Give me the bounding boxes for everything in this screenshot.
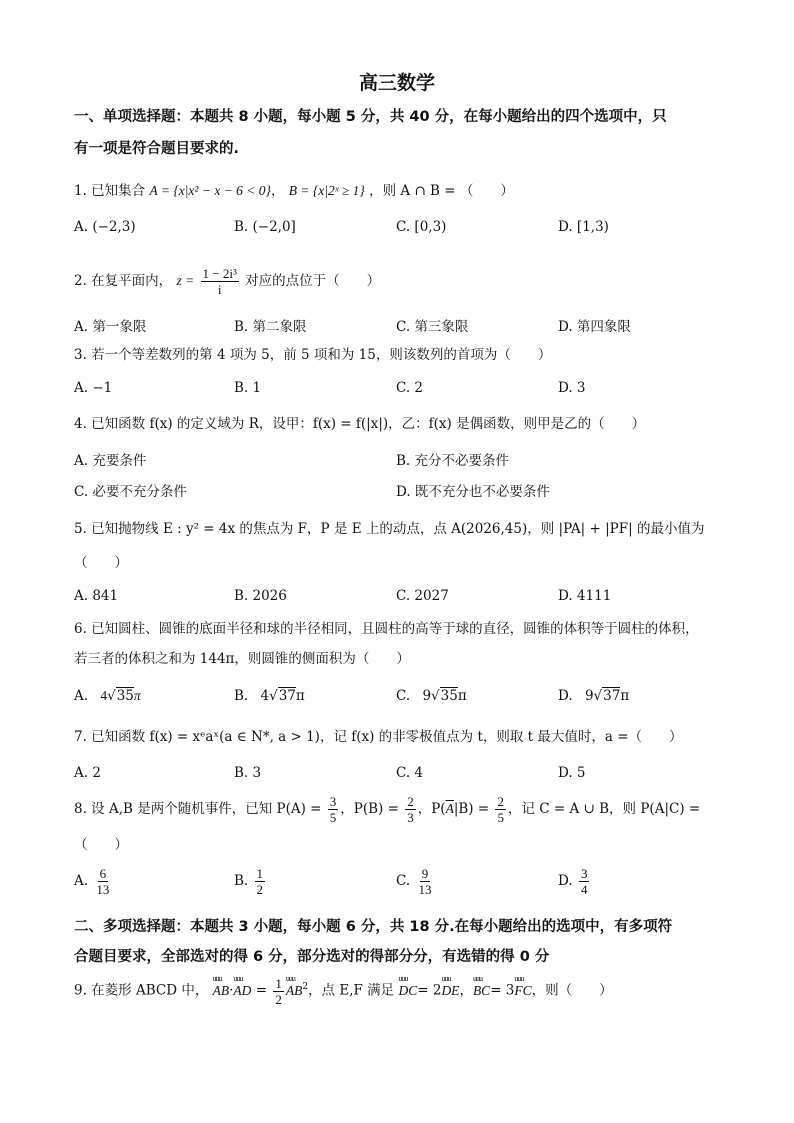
q1-option-d[interactable]: D. [1,3) bbox=[558, 219, 609, 235]
q8-option-b-den: 2 bbox=[256, 882, 264, 897]
q5-option-d[interactable]: D. 4111 bbox=[558, 588, 612, 604]
q8-option-d-label: D. bbox=[558, 873, 573, 889]
q8-option-b-num: 1 bbox=[256, 866, 264, 881]
question-5-line2: （ ） bbox=[74, 555, 128, 571]
q6-option-c-coef: 9 bbox=[422, 688, 432, 704]
q8-mid2: ，P( bbox=[417, 801, 446, 817]
q6-option-d-pi: π bbox=[620, 688, 630, 704]
q8-option-d[interactable] bbox=[558, 866, 591, 897]
q8-pb-fraction bbox=[405, 794, 416, 825]
q8-option-a-den: 13 bbox=[96, 882, 110, 897]
q9-eq3: = 3 bbox=[490, 982, 515, 999]
q8-pc-den: 5 bbox=[497, 810, 504, 825]
q3-option-a[interactable]: A. −1 bbox=[74, 380, 113, 396]
q8-a-bar: $\overline{A}$ bbox=[445, 801, 454, 816]
q2-option-d[interactable]: D. 第四象限 bbox=[558, 319, 631, 335]
q9-prefix: 9. 在菱形 ABCD 中， bbox=[74, 982, 209, 999]
q1-option-a[interactable]: A. (−2,3) bbox=[74, 219, 136, 235]
q6-option-c[interactable]: C. 9√35π bbox=[396, 688, 467, 704]
q9-vec-fc: uuu FC bbox=[514, 974, 531, 1008]
q8-suffix: ，记 C = A ∪ B，则 P(A|C) = bbox=[507, 801, 701, 817]
q8-option-c-label: C. bbox=[396, 873, 411, 889]
q8-option-d-den: 4 bbox=[580, 882, 588, 897]
section2-heading-line1: 二、多项选择题：本题共 3 小题，每小题 6 分，共 18 分.在每小题给出的选项中，有多项符 bbox=[74, 919, 673, 935]
q8-pc-fraction bbox=[495, 794, 506, 825]
q6-option-d-rad: 37 bbox=[603, 688, 621, 704]
q7-option-c[interactable]: C. 4 bbox=[396, 765, 424, 781]
q3-option-c[interactable]: C. 2 bbox=[396, 380, 424, 396]
q9-eq: = bbox=[255, 982, 268, 999]
q9-mid: ，点 E,F 满足 bbox=[308, 982, 395, 999]
q6-option-d-coef: 9 bbox=[584, 688, 594, 704]
question-9 bbox=[74, 970, 724, 1008]
question-6-line2: 若三者的体积之和为 144π，则圆锥的侧面积为（ ） bbox=[74, 651, 410, 667]
section1-heading-line1: 一、单项选择题：本题共 8 小题，每小题 5 分，共 40 分，在每小题给出的四个选项中，只 bbox=[74, 109, 667, 125]
q7-option-b[interactable]: B. 3 bbox=[234, 765, 262, 781]
q9-half-den: 2 bbox=[275, 991, 282, 1007]
q4-option-d[interactable]: D. 既不充分也不必要条件 bbox=[396, 484, 550, 500]
q8-option-c[interactable] bbox=[396, 866, 435, 897]
q9-vec-ab-squared: uuu AB bbox=[286, 974, 303, 1008]
q8-option-b[interactable] bbox=[234, 866, 267, 897]
q9-eq2: = 2 bbox=[417, 982, 442, 999]
q7-option-a[interactable]: A. 2 bbox=[74, 765, 101, 781]
q2-option-b[interactable]: B. 第二象限 bbox=[234, 319, 307, 335]
q8-mid1: ，P(B) = bbox=[340, 801, 399, 817]
q6-option-c-rad: 35 bbox=[440, 688, 458, 704]
q8-pb-den: 3 bbox=[407, 810, 414, 825]
q9-vec-bc: uuu BC bbox=[473, 974, 490, 1008]
q5-option-b[interactable]: B. 2026 bbox=[234, 588, 287, 604]
q6-option-c-label: C. bbox=[396, 688, 411, 704]
question-5-line1: 5. 已知抛物线 E : y² = 4x 的焦点为 F，P 是 E 上的动点，点 A(2026,45)，则 |PA| + |PF| 的最小值为 bbox=[74, 521, 705, 537]
q6-option-c-pi: π bbox=[457, 688, 467, 704]
q6-option-b-label: B. bbox=[234, 688, 249, 704]
question-1 bbox=[74, 178, 724, 204]
q2-suffix: 对应的点位于（ ） bbox=[245, 273, 381, 289]
q9-dot: · bbox=[229, 982, 234, 999]
q9-suffix: ，则（ ） bbox=[531, 982, 613, 999]
q4-option-c[interactable]: C. 必要不充分条件 bbox=[74, 484, 187, 500]
q3-option-d[interactable]: D. 3 bbox=[558, 380, 586, 396]
q8-pb-num: 2 bbox=[407, 794, 414, 809]
q8-option-a-num: 6 bbox=[99, 866, 107, 881]
q1-set-b: B = {x|2ˣ ≥ 1} bbox=[288, 183, 365, 198]
q8-option-c-num: 9 bbox=[421, 866, 429, 881]
q7-option-d[interactable]: D. 5 bbox=[558, 765, 586, 781]
q8-option-c-den: 13 bbox=[418, 882, 432, 897]
q8-pa-fraction bbox=[328, 794, 339, 825]
q8-pc-num: 2 bbox=[497, 794, 504, 809]
q6-option-b-rad: 37 bbox=[278, 688, 296, 704]
q2-fraction bbox=[201, 266, 239, 297]
question-2 bbox=[74, 264, 724, 298]
q2-option-c[interactable]: C. 第三象限 bbox=[396, 319, 469, 335]
q6-option-d[interactable]: D. 9√37π bbox=[558, 688, 630, 704]
q6-option-a-pi: π bbox=[133, 688, 141, 703]
q8-option-a-label: A. bbox=[74, 873, 89, 889]
q8-option-b-label: B. bbox=[234, 873, 249, 889]
q2-prefix: 2. 在复平面内， bbox=[74, 273, 173, 289]
q8-option-d-num: 3 bbox=[580, 866, 588, 881]
q8-prefix: 8. 设 A,B 是两个随机事件，已知 P(A) = bbox=[74, 801, 322, 817]
q8-option-d-fraction bbox=[579, 866, 590, 897]
q2-option-a[interactable]: A. 第一象限 bbox=[74, 319, 147, 335]
q5-option-a[interactable]: A. 841 bbox=[74, 588, 119, 604]
q8-option-a-fraction bbox=[94, 866, 111, 897]
q4-option-b[interactable]: B. 充分不必要条件 bbox=[396, 453, 510, 469]
q9-square: 2 bbox=[302, 982, 309, 992]
q8-pa-num: 3 bbox=[329, 794, 337, 809]
q6-option-a[interactable]: A. 4√35π bbox=[74, 688, 141, 704]
q1-suffix: ，则 A ∩ B = （ ） bbox=[369, 183, 514, 199]
q5-option-c[interactable]: C. 2027 bbox=[396, 588, 449, 604]
question-7: 7. 已知函数 f(x) = xᵉaˣ(a ∈ N*, a > 1)，记 f(x) 的非零极值点为 t，则取 t 最大值时，a =（ ） bbox=[74, 729, 683, 745]
q8-mid3: |B) = bbox=[453, 801, 490, 817]
q9-vec-de: uuu DE bbox=[441, 974, 459, 1008]
q9-half-fraction bbox=[273, 976, 284, 1007]
q9-vec-ad: uuu AD bbox=[233, 974, 251, 1008]
q6-option-b-coef: 4 bbox=[260, 688, 270, 704]
q6-option-a-rad: 35 bbox=[116, 688, 134, 704]
q1-option-c[interactable]: C. [0,3) bbox=[396, 219, 447, 235]
q3-option-b[interactable]: B. 1 bbox=[234, 380, 262, 396]
q6-option-a-label: A. bbox=[74, 688, 89, 704]
q8-pa-den: 5 bbox=[329, 810, 337, 825]
q9-vec-ab: uuu AB bbox=[213, 974, 230, 1008]
q2-fraction-den: i bbox=[217, 282, 222, 297]
q9-half-num: 1 bbox=[275, 975, 282, 991]
question-4: 4. 已知函数 f(x) 的定义域为 R，设甲：f(x) = f(|x|)，乙：f(x) 是偶函数，则甲是乙的（ ） bbox=[74, 416, 646, 432]
question-8-line2: （ ） bbox=[74, 837, 128, 853]
q6-option-d-label: D. bbox=[558, 688, 573, 704]
q6-option-a-coef: 4 bbox=[100, 688, 108, 703]
q8-option-a[interactable] bbox=[74, 866, 113, 897]
q1-prefix: 1. 已知集合 bbox=[74, 183, 146, 199]
section2-heading-line2: 合题目要求，全部选对的得 6 分，部分选对的得部分分，有选错的得 0 分 bbox=[74, 949, 550, 965]
q4-option-a[interactable]: A. 充要条件 bbox=[74, 453, 147, 469]
q9-vec-dc: uuu DC bbox=[398, 974, 417, 1008]
q1-option-b[interactable]: B. (−2,0] bbox=[234, 219, 296, 235]
q2-fraction-num: 1 − 2i³ bbox=[202, 266, 237, 281]
question-3: 3. 若一个等差数列的第 4 项为 5，前 5 项和为 15，则该数列的首项为（ ） bbox=[74, 347, 552, 363]
q1-comma: ， bbox=[270, 183, 285, 199]
q1-set-a: A = {x|x² − x − 6 < 0} bbox=[149, 183, 271, 198]
page-title: 高三数学 bbox=[358, 72, 435, 94]
q6-option-b-pi: π bbox=[295, 688, 305, 704]
section1-heading-line2: 有一项是符合题目要求的. bbox=[74, 141, 240, 157]
q8-option-c-fraction bbox=[416, 866, 433, 897]
q2-z: z = bbox=[176, 273, 195, 288]
question-6-line1: 6. 已知圆柱、圆锥的底面半径和球的半径相同，且圆柱的高等于球的直径，圆锥的体积等于圆柱的体积， bbox=[74, 621, 699, 637]
q6-option-b[interactable]: B. 4√37π bbox=[234, 688, 305, 704]
q8-option-b-fraction bbox=[255, 866, 266, 897]
question-8-line1 bbox=[74, 792, 724, 826]
q9-comma: ， bbox=[459, 982, 473, 999]
